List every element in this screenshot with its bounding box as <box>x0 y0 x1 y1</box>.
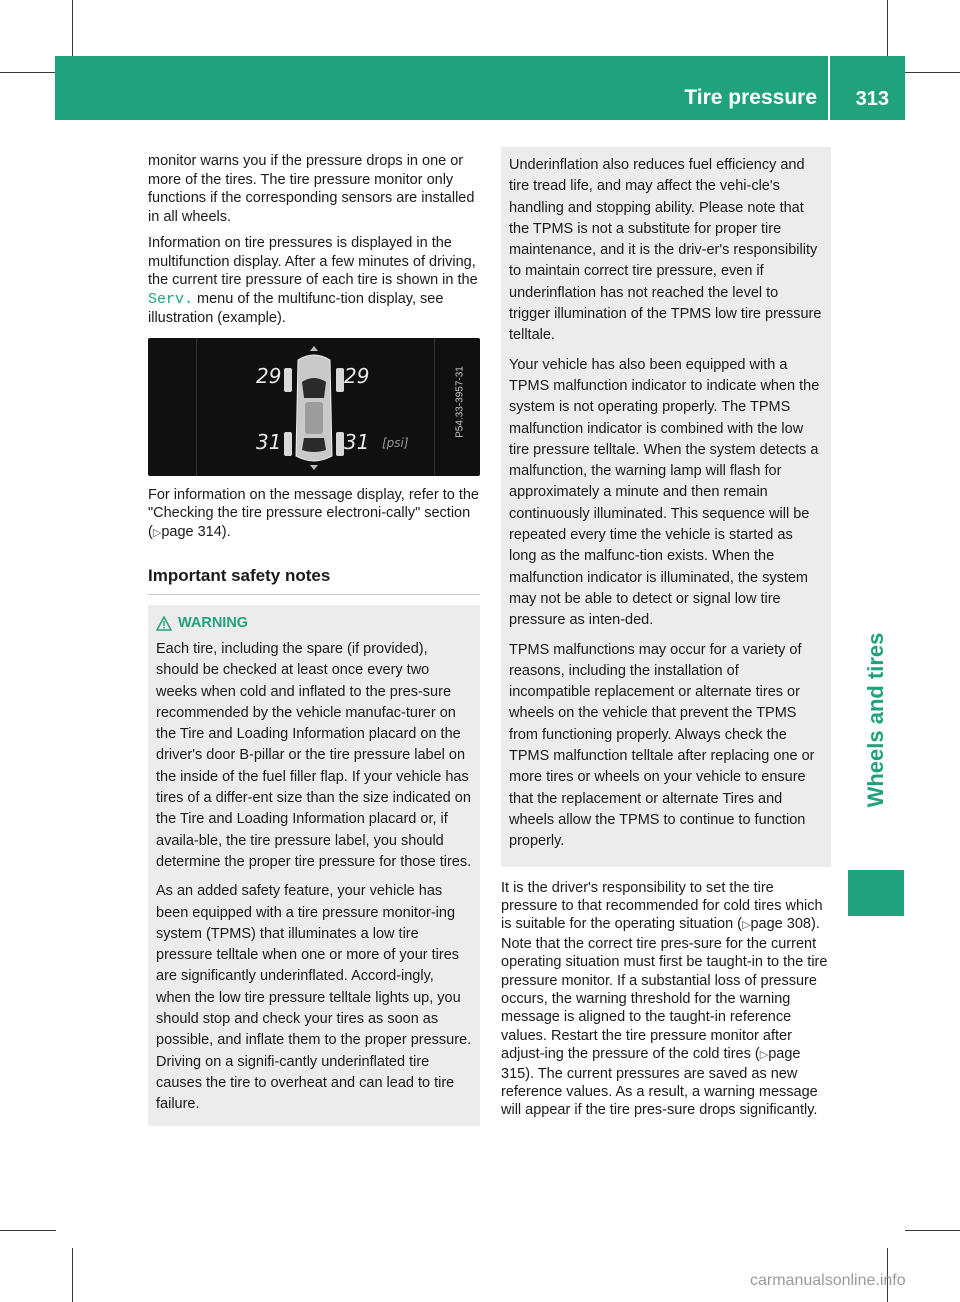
section-heading: Important safety notes <box>148 566 480 595</box>
text: Information on tire pressures is displayed in the multifunction display. After a few minutes of driving, the current tire pressure of each tire is shown in the <box>148 235 478 288</box>
text: menu of the multifunc-tion display, see illustration (example). <box>148 290 444 326</box>
crop-mark <box>905 1230 960 1231</box>
crop-mark <box>905 72 960 73</box>
crop-mark <box>72 0 73 56</box>
display-frame-line <box>434 338 435 476</box>
page-reference-link[interactable]: page 315 <box>501 1046 801 1082</box>
paragraph <box>148 234 480 328</box>
warning-label: WARNING <box>178 615 249 631</box>
car-top-view-icon <box>284 346 344 470</box>
front-left-pressure: 29 <box>256 363 282 388</box>
text: For information on the message display, refer to the "Checking the tire pressure electroni-cally" section ( <box>148 486 479 540</box>
rear-right-pressure: 31 <box>344 429 370 454</box>
display-frame-line <box>196 338 197 476</box>
crop-mark <box>0 72 56 73</box>
rear-left-pressure: 31 <box>256 429 282 454</box>
warning-header <box>156 615 472 631</box>
paragraph: As an added safety feature, your vehicle has been equipped with a tire pressure monitor-ing system (TPMS) that illuminates a low tire pressure telltale when one or more of your tires are significantly underinflated. Accord-ingly, when the low tire pressure telltale lights up, you should stop and check your tires as soon as possible, and inflate them to the proper pressure. Driving on a signifi-cantly underinflated tire causes the tire to overheat and can lead to tire failure. <box>156 883 472 1113</box>
menu-name-serv: Serv. <box>148 290 194 308</box>
tire-pressure-display-illustration <box>148 338 480 476</box>
crop-mark <box>887 0 888 56</box>
crop-mark <box>72 1248 73 1302</box>
text: ). The current pressures are saved as new reference values. As a result, a warning message will appear if the tire pres-sure drops significantly. <box>501 1065 818 1119</box>
right-column <box>501 147 831 1128</box>
page-reference-arrow-icon: ▷ <box>759 1049 769 1062</box>
page-reference-arrow-icon: ▷ <box>742 919 751 932</box>
left-column <box>148 152 480 1126</box>
paragraph: TPMS malfunctions may occur for a variety of reasons, including the installation of incompatible replacement or alternate tires or wheels on the vehicle that prevent the TPMS from functioning properly. Always check the TPMS malfunction telltale after replacing one or more tires or wheels on your vehicle to ensure that the replacement or alternate Tires and wheels allow the TPMS to continue to function properly. <box>509 641 815 850</box>
paragraph: Your vehicle has also been equipped with a TPMS malfunction indicator to indicate when the system is not operating properly. The TPMS malfunction indicator is combined with the low tire pressure telltale. When the system detects a malfunction, the warning lamp will flash for approximately a minute and then remain continuously illuminated. This sequence will be repeated every time the vehicle is started as long as the malfunc-tion exists. When the malfunction indicator is illuminated, the system may not be able to detect or signal low tire pressure as inten-ded. <box>509 356 820 629</box>
paragraph <box>148 486 480 543</box>
text: It is the driver's responsibility to set the tire pressure to that recommended for cold tires which is suitable for the operating situation ( <box>501 879 823 933</box>
chapter-marker-block <box>848 870 904 916</box>
warning-box-continued <box>501 147 831 867</box>
warning-box <box>148 605 480 1126</box>
text: ). Note that the correct tire pres-sure for the current operating situation must first be taught-in to the tire pressure monitor. If a substantial loss of pressure occurs, the warning threshold for the warning message is aligned to the taught-in reference values. Restart the tire pressure monitor after adjust-ing the pressure of the cold tires ( <box>501 916 828 1063</box>
page-header <box>55 56 905 120</box>
page-reference-arrow-icon: ▷ <box>152 526 162 539</box>
front-right-pressure: 29 <box>344 363 370 388</box>
paragraph: Underinflation also reduces fuel efficiency and tire tread life, and may affect the vehi-cle's handling and stopping ability. Please note that the TPMS is not a substitute for proper tire maintenance, and it is the driv-er's responsibility to maintain correct tire pressure, even if underinflation has not reached the level to trigger illumination of the TPMS low tire pressure telltale. <box>509 157 822 344</box>
page-number: 313 <box>855 88 889 110</box>
pressure-unit: [psi] <box>382 435 409 450</box>
chapter-tab <box>848 600 904 840</box>
header-divider <box>828 56 830 120</box>
chapter-tab-label: Wheels and tires <box>863 632 888 808</box>
paragraph <box>501 879 831 1120</box>
paragraph: Each tire, including the spare (if provided), should be checked at least once every two weeks when cold and inflated to the pres-sure recommended by the vehicle manufac-turer on the Tire and Loading Information placard on the driver's door B-pillar or the tire pressure label on the inside of the fuel filler flap. If your vehicle has tires of a differ-ent size than the size indicated on the Tire and Loading Information placard or, if availa-ble, the tire pressure label, you should determine the proper tire pressure for those tires. <box>156 641 472 870</box>
page-reference-link[interactable]: page 314 <box>161 523 222 540</box>
text: ). <box>221 523 231 540</box>
warning-triangle-icon <box>156 616 172 631</box>
page-reference-link[interactable]: page 308 <box>750 916 811 933</box>
section-title: Tire pressure <box>684 86 817 109</box>
image-code: P54.33-3957-31 <box>454 365 466 438</box>
crop-mark <box>0 1230 56 1231</box>
footer-watermark: carmanualsonline.info <box>750 1272 906 1289</box>
paragraph: monitor warns you if the pressure drops in one or more of the tires. The tire pressure monitor only functions if the corresponding sensors are installed in all wheels. <box>148 153 475 225</box>
